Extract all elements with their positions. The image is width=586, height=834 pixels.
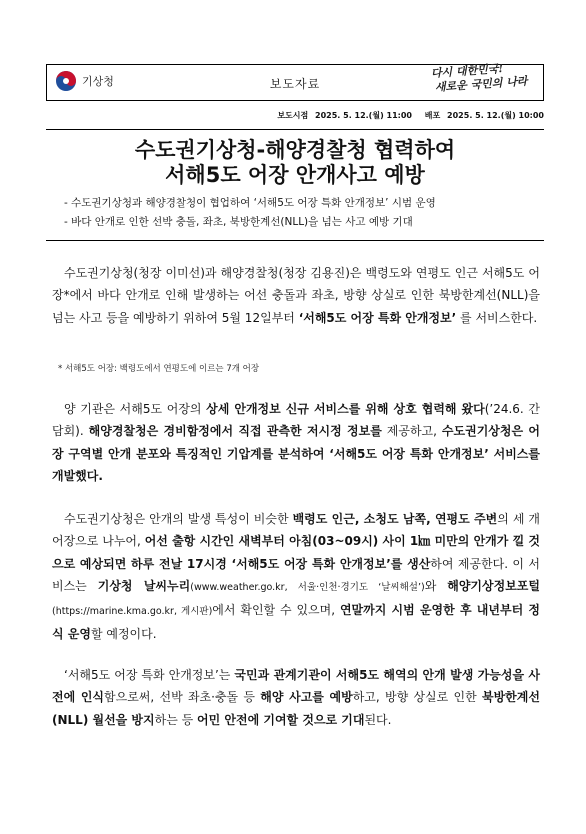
p2-text: (’24.6. 간담회).	[52, 402, 540, 439]
distribution-label: 배포	[424, 111, 441, 120]
p3-text: 에서 확인할 수 있으며,	[212, 603, 336, 618]
p1-service-name: ‘서해5도 어장 특화 안개정보’	[298, 310, 457, 325]
p2-bold: 해양경찰청은 경비함정에서 직접 관측한 저시정 정보를	[88, 424, 382, 439]
release-time: 2025. 5. 12.(월) 11:00	[315, 111, 412, 120]
press-header	[46, 61, 544, 101]
subheading-2: - 바다 안개로 인한 선박 충돌, 좌초, 북방한계선(NLL)을 넘는 사고 예방 기대	[64, 216, 413, 228]
p3-text: 할 예정이다.	[90, 627, 157, 642]
p4-text: 된다.	[364, 712, 392, 727]
p4-text: 하고, 방향 상실로 인한	[352, 690, 477, 705]
p3-bold: 연말까지 시범 운영한 후 내년부터 정식 운영	[52, 603, 540, 642]
p3-text: 의 세 개 어장으로 나누어,	[52, 512, 540, 549]
subheading-1: - 수도권기상청과 해양경찰청이 협업하여 ‘서해5도 어장 특화 안개정보’ 시범 운영	[64, 197, 436, 209]
p2-bold: 수도권기상청은 어장 구역별 안개 분포와 특징적인 기압계를 분석하여 ‘서해5도 어장 특화 안개정보’ 서비스를 개발했다.	[52, 424, 540, 483]
logo-text: 기상청	[82, 75, 114, 88]
release-label: 보도시점	[277, 111, 309, 120]
p3-small: (www.weather.go.kr, 서울·인천·경기도 ‘날씨해설’)	[190, 581, 425, 593]
footnote-fishing-grounds: * 서해5도 어장: 백령도에서 연평도에 이르는 7개 어장	[58, 364, 260, 374]
p3-bold: 해양기상정보포털	[447, 578, 540, 593]
p2-text: 양 기관은 서해5도 어장의	[64, 402, 202, 416]
p4-text: ‘서해5도 어장 특화 안개정보’는	[64, 668, 231, 682]
distribution-time: 2025. 5. 12.(월) 10:00	[447, 111, 544, 120]
p3-bold: 백령도 인근, 소청도 남쪽, 연평도 주변	[292, 512, 498, 526]
p4-bold: 북방한계선(NLL) 월선을 방지	[52, 690, 540, 727]
p4-bold: 국민과 관계기관이 서해5도 해역의 안개 발생 가능성을 사전에 인식	[52, 668, 540, 705]
p3-text: 와	[424, 578, 437, 593]
p4-text: 함으로써, 선박 좌초·충돌 등	[104, 690, 255, 705]
p4-bold: 해양 사고를 예방	[260, 690, 353, 705]
p3-bold: 기상청 날씨누리	[97, 578, 191, 593]
paragraph-1	[52, 262, 540, 329]
headline-line-2: 서해5도 어장 안개사고 예방	[165, 163, 425, 187]
p1-text-end: 를 서비스한다.	[460, 310, 538, 325]
paragraph-4	[52, 664, 540, 731]
headline-line-1: 수도권기상청-해양경찰청 협력하여	[134, 138, 456, 162]
p2-text: 제공하고,	[386, 424, 437, 439]
paragraph-2	[52, 398, 540, 487]
p3-text: 수도권기상청은 안개의 발생 특성이 비슷한	[64, 512, 289, 526]
p4-text: 하는 등	[154, 712, 194, 727]
title-block	[46, 129, 544, 241]
slogan-line-1: 다시 대한민국!	[430, 61, 504, 80]
slogan-handwriting	[430, 61, 531, 99]
p2-bold: 상세 안개정보 신규 서비스를 위해 상호 협력해 왔다	[206, 402, 485, 416]
p1-text: 수도권기상청(청장 이미선)과 해양경찰청(청장 김용진)은 백령도와 연평도 인근 서해5도 어장*에서 바다 안개로 인해 발생하는 어선 충돌과 좌초, 방향 상실로 인한 북방한계선(NLL)을 넘는 사고 등을 예방하기 위하여 5월 12일부터	[52, 266, 540, 325]
release-times	[0, 110, 544, 121]
slogan-line-2: 새로운 국민의 나라	[434, 74, 528, 94]
press-release-label: 보도자료	[269, 77, 321, 91]
p3-text: 하여 제공한다. 이 서비스는	[52, 556, 540, 593]
p3-small: (https://marine.kma.go.kr, 게시판)	[52, 606, 213, 618]
p4-bold: 어민 안전에 기여할 것으로 기대	[197, 712, 365, 727]
p3-bold: 어선 출항 시간인 새벽부터 아침(03~09시) 사이 1㎞ 미만의 안개가 낄 것으로 예상되면 하루 전날 17시경 ‘서해5도 어장 특화 안개정보’를 생산	[52, 534, 540, 571]
paragraph-3	[52, 508, 540, 646]
